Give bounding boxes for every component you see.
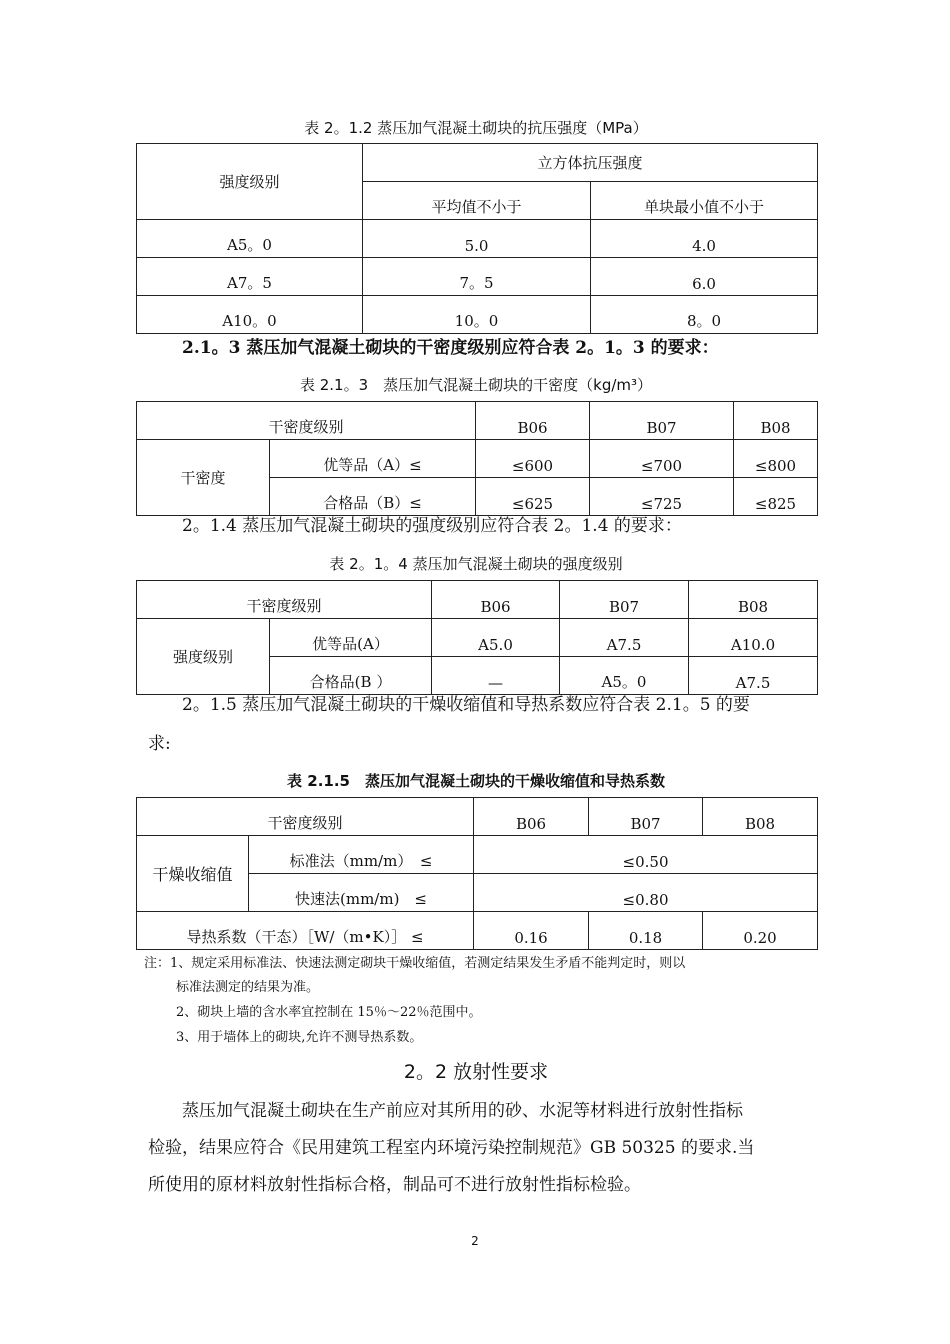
table3-cell: A7.5 bbox=[689, 657, 818, 695]
table-row bbox=[137, 440, 818, 478]
table-row bbox=[137, 836, 818, 874]
table2-header-b06: B06 bbox=[476, 402, 590, 440]
table4-cell: ≤0.80 bbox=[474, 874, 818, 912]
table4-cell: 快速法(mm/m) ≤ bbox=[249, 874, 474, 912]
table1-cell: 8。0 bbox=[591, 296, 818, 334]
table1-header-min: 单块最小值不小于 bbox=[591, 182, 818, 220]
table1-cell: 6.0 bbox=[591, 258, 818, 296]
table4-cell: 导热系数（干态）［W/（m•K）］ ≤ bbox=[137, 912, 474, 950]
table2-cell: ≤700 bbox=[590, 440, 734, 478]
paragraph-2-1-4: 2。1.4 蒸压加气混凝土砌块的强度级别应符合表 2。1.4 的要求： bbox=[182, 516, 682, 536]
table1 bbox=[136, 143, 818, 334]
table1-cell: 7。5 bbox=[363, 258, 591, 296]
table4-caption: 表 2.1.5 蒸压加气混凝土砌块的干燥收缩值和导热系数 bbox=[287, 772, 665, 790]
page-number: 2 bbox=[471, 1234, 479, 1248]
table3-header-level: 干密度级别 bbox=[137, 581, 432, 619]
table2-cell: 优等品（A）≤ bbox=[270, 440, 476, 478]
table3-cell: 优等品(A） bbox=[270, 619, 432, 657]
body-line-1: 蒸压加气混凝土砌块在生产前应对其所用的砂、水泥等材料进行放射性指标 bbox=[182, 1101, 743, 1121]
table1-header-avg: 平均值不小于 bbox=[363, 182, 591, 220]
body-line-2: 检验，结果应符合《民用建筑工程室内环境污染控制规范》GB 50325 的要求.当 bbox=[148, 1138, 755, 1158]
table4-header-b08: B08 bbox=[703, 798, 818, 836]
table4-cell: 0.20 bbox=[703, 912, 818, 950]
table1-header-group: 立方体抗压强度 bbox=[363, 144, 818, 182]
table4-header-b06: B06 bbox=[474, 798, 589, 836]
table2-cell: ≤725 bbox=[590, 478, 734, 516]
table2-row-label: 干密度 bbox=[137, 440, 270, 516]
table3-cell: A10.0 bbox=[689, 619, 818, 657]
table4-cell: 0.18 bbox=[589, 912, 703, 950]
table2-header-level: 干密度级别 bbox=[137, 402, 476, 440]
table1-caption: 表 2。1.2 蒸压加气混凝土砌块的抗压强度（MPa） bbox=[304, 119, 648, 137]
table3-caption: 表 2。1。4 蒸压加气混凝土砌块的强度级别 bbox=[329, 555, 623, 573]
table1-cell: A7。5 bbox=[137, 258, 363, 296]
table2-cell: 合格品（B）≤ bbox=[270, 478, 476, 516]
table-row bbox=[137, 912, 818, 950]
table1-cell: A5。0 bbox=[137, 220, 363, 258]
table4-header-level: 干密度级别 bbox=[137, 798, 474, 836]
table3-header-b08: B08 bbox=[689, 581, 818, 619]
table3-cell: A5.0 bbox=[432, 619, 560, 657]
body-line-3: 所使用的原材料放射性指标合格，制品可不进行放射性指标检验。 bbox=[148, 1175, 641, 1195]
table2 bbox=[136, 401, 818, 516]
table1-cell: 5.0 bbox=[363, 220, 591, 258]
section-title: 2。2 放射性要求 bbox=[403, 1061, 549, 1083]
table2-cell: ≤625 bbox=[476, 478, 590, 516]
table3 bbox=[136, 580, 818, 695]
table2-caption: 表 2.1。3 蒸压加气混凝土砌块的干密度（kg/m³） bbox=[299, 376, 653, 394]
paragraph-2-1-5-line1: 2。1.5 蒸压加气混凝土砌块的干燥收缩值和导热系数应符合表 2.1。5 的要 bbox=[182, 695, 750, 715]
table2-cell: ≤600 bbox=[476, 440, 590, 478]
table3-cell: — bbox=[432, 657, 560, 695]
table1-cell: 4.0 bbox=[591, 220, 818, 258]
paragraph-2-1-3: 2.1。3 蒸压加气混凝土砌块的干密度级别应符合表 2。1。3 的要求： bbox=[182, 338, 719, 358]
table2-header-b07: B07 bbox=[590, 402, 734, 440]
table-row bbox=[137, 220, 818, 258]
table4-cell: ≤0.50 bbox=[474, 836, 818, 874]
paragraph-2-1-5-line2: 求: bbox=[148, 734, 171, 754]
table1-cell: 10。0 bbox=[363, 296, 591, 334]
table-row bbox=[137, 619, 818, 657]
table-row bbox=[137, 258, 818, 296]
table3-cell: A5。0 bbox=[560, 657, 689, 695]
note-1: 注：1、规定采用标准法、快速法测定砌块干燥收缩值，若测定结果发生矛盾不能判定时，则以 bbox=[144, 956, 686, 971]
table1-header-grade: 强度级别 bbox=[137, 144, 363, 220]
note-3: 3、用于墙体上的砌块,允许不测导热系数。 bbox=[176, 1030, 423, 1045]
table4-shrink-label: 干燥收缩值 bbox=[137, 836, 249, 912]
table4-cell: 标准法（mm/m） ≤ bbox=[249, 836, 474, 874]
note-1-cont: 标准法测定的结果为准。 bbox=[176, 980, 320, 995]
table3-cell: A7.5 bbox=[560, 619, 689, 657]
table1-cell: A10。0 bbox=[137, 296, 363, 334]
table4-header-b07: B07 bbox=[589, 798, 703, 836]
table2-header-b08: B08 bbox=[734, 402, 818, 440]
table3-row-label: 强度级别 bbox=[137, 619, 270, 695]
table3-header-b06: B06 bbox=[432, 581, 560, 619]
table3-cell: 合格品(B ） bbox=[270, 657, 432, 695]
table4-cell: 0.16 bbox=[474, 912, 589, 950]
note-2: 2、砌块上墙的含水率宜控制在 15％～22％范围中。 bbox=[176, 1005, 482, 1020]
table2-cell: ≤800 bbox=[734, 440, 818, 478]
table3-header-b07: B07 bbox=[560, 581, 689, 619]
table4 bbox=[136, 797, 818, 950]
table2-cell: ≤825 bbox=[734, 478, 818, 516]
table-row bbox=[137, 296, 818, 334]
